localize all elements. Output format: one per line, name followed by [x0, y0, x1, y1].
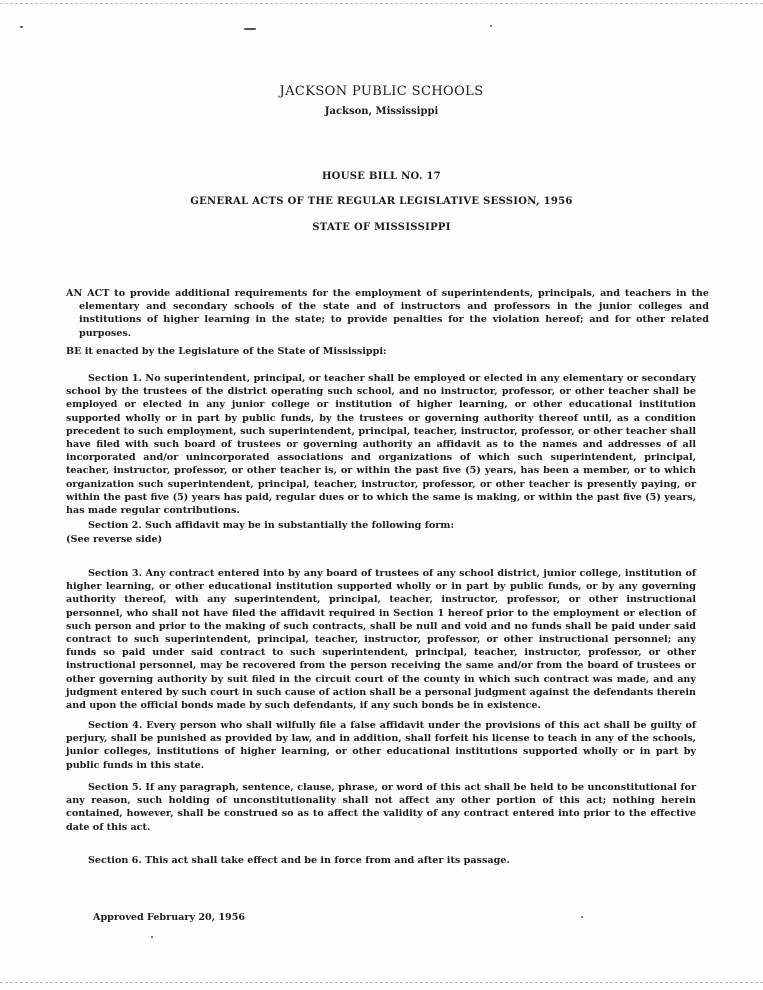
approval-date: Approved February 20, 1956 [93, 912, 246, 923]
enacting-clause: BE it enacted by the Legislature of the State of Mississippi: [66, 346, 387, 357]
section-2: Section 2. Such affidavit may be in substantially the following form: [88, 520, 454, 531]
section-5: Section 5. If any paragraph, sentence, clause, phrase, or word of this act shall be held to be unconstitutional for any reason, such holding of unconstitutionality shall not affect any other portion of this act; nothing herein contained, however, shall be construed so as to affect the validity of any contract entered into prior to the effective date of this act. [66, 782, 696, 833]
bill-number: HOUSE BILL NO. 17 [321, 171, 442, 182]
scan-edge-bottom [0, 982, 763, 983]
scan-speck [244, 28, 256, 30]
scan-edge-top [0, 3, 763, 4]
state-title: STATE OF MISSISSIPPI [312, 222, 451, 233]
scan-speck [20, 26, 23, 28]
scan-speck [490, 25, 492, 27]
scan-speck [581, 916, 583, 918]
school-name: JACKSON PUBLIC SCHOOLS [279, 84, 484, 99]
reverse-side-note: (See reverse side) [66, 534, 163, 545]
section-4: Section 4. Every person who shall wilfully file a false affidavit under the provisions of this act shall be guilty of perjury, shall be punished as provided by law, and in addition, shall forfeit his license to teach in any of the schools, junior colleges, institutions of higher learning, or other educational institutions supported wholly or in part by public funds in this state. [66, 720, 696, 771]
section-6: Section 6. This act shall take effect and be in force from and after its passage. [88, 855, 510, 866]
session-title: GENERAL ACTS OF THE REGULAR LEGISLATIVE SESSION, 1956 [190, 196, 573, 207]
act-paragraph: AN ACT to provide additional requirements for the employment of superintendents, principals, and teachers in the elementary and secondary schools of the state and of instructors and professors in the junior colleges and institutions of higher learning in the state; to provide penalties for the violation hereof; and for other related purposes. [66, 288, 709, 339]
section-3: Section 3. Any contract entered into by any board of trustees of any school district, junior college, institution of higher learning, or other educational institution supported wholly or in part by public funds, or by any governing authority thereof, with any superintendent, principal, teacher, instructor, professor, or other instructional personnel, who shall not have filed the affidavit required in Section 1 hereof prior to the employment or election of such person and prior to the making of such contracts, shall be null and void and no funds shall be paid under said contract to such superintendent, principal, teacher, instructor, professor, or other instructional personnel; any funds so paid under said contract to such superintendent, principal, teacher, instructor, professor, or other instructional personnel, may be recovered from the person receiving the same and/or from the board of trustees or other governing authority by suit filed in the circuit court of the county in which such contract was made, and any judgment entered by such court in such cause of action shall be a personal judgment against the defendants therein and upon the official bonds made by such defendants, if any such bonds be in existence. [66, 568, 696, 712]
section-1: Section 1. No superintendent, principal, or teacher shall be employed or elected in any elementary or secondary school by the trustees of the district operating such school, and no instructor, professor, or other teacher shall be employed or elected in any junior college or institution of higher learning, or other educational institution supported wholly or in part by public funds, by the trustees or governing authority thereof until, as a condition precedent to such employment, such superintendent, principal, teacher, instructor, professor, or other teacher shall have filed with such board of trustees or governing authority an affidavit as to the names and addresses of all incorporated and/or unincorporated associations and organizations of which such superintendent, principal, teacher, instructor, professor, or other teacher is, or within the past five (5) years, has been a member, or to which organization such superintendent, principal, teacher, instructor, professor, or other teacher is presently paying, or within the past five (5) years has paid, regular dues or to which the same is making, or within the past five (5) years, has made regular contributions. [66, 373, 696, 517]
school-city: Jackson, Mississippi [324, 106, 439, 117]
scan-speck [151, 936, 153, 938]
